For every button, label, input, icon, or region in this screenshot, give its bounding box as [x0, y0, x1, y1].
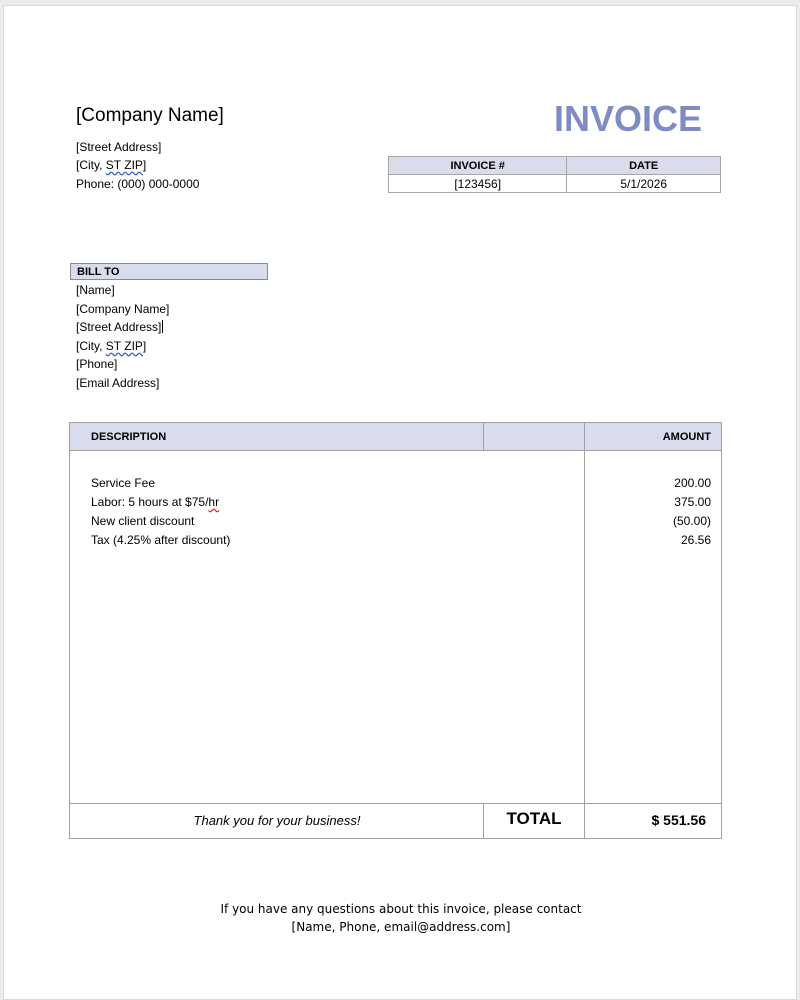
text-cursor: [162, 320, 163, 333]
footer-contact-details[interactable]: [Name, Phone, email@address.com]: [291, 920, 511, 934]
item-amount[interactable]: (50.00): [672, 514, 711, 528]
item-amount[interactable]: 26.56: [680, 533, 711, 547]
header-divider: [483, 423, 484, 450]
invoice-page: [3, 5, 797, 1000]
item-amount[interactable]: 375.00: [674, 495, 711, 509]
spelling-flagged-word: hr: [208, 495, 220, 509]
invoice-meta-table: [388, 156, 721, 193]
invoice-date-header: DATE: [567, 157, 721, 175]
bill-to-heading: BILL TO: [70, 263, 268, 280]
invoice-number-cell[interactable]: [123456]: [389, 175, 567, 193]
company-phone[interactable]: Phone: (000) 000-0000: [76, 177, 200, 191]
item-description[interactable]: Service Fee: [91, 476, 156, 490]
bill-to-street[interactable]: [76, 320, 163, 334]
bill-to-city-suffix: ]: [142, 339, 147, 353]
bill-to-city-state-zip: ST ZIP: [105, 339, 143, 353]
company-city-prefix: [City,: [76, 158, 106, 172]
company-city-state-zip: ST ZIP: [105, 158, 143, 172]
total-label: TOTAL: [506, 809, 562, 828]
bill-to-company[interactable]: [Company Name]: [76, 302, 170, 316]
total-row-divider: [70, 803, 721, 804]
invoice-title[interactable]: INVOICE: [554, 98, 703, 139]
footer-contact-line[interactable]: If you have any questions about this invoice, please contact: [220, 902, 582, 916]
amount-column-header: AMOUNT: [662, 431, 711, 443]
bill-to-phone[interactable]: [Phone]: [76, 357, 118, 371]
bill-to-email[interactable]: [Email Address]: [76, 376, 160, 390]
bill-to-name[interactable]: [Name]: [76, 283, 115, 297]
company-name[interactable]: [Company Name]: [76, 105, 224, 126]
description-column-header: DESCRIPTION: [91, 431, 167, 443]
line-items-table: [69, 422, 722, 839]
item-description[interactable]: [91, 495, 219, 509]
company-city-suffix: ]: [142, 158, 147, 172]
item-amount[interactable]: 200.00: [674, 476, 711, 490]
amount-column-divider: [584, 423, 585, 838]
line-items-header: [70, 423, 721, 451]
item-description-text: Labor: 5 hours at $75/: [91, 495, 209, 509]
item-description[interactable]: Tax (4.25% after discount): [91, 533, 231, 547]
total-amount[interactable]: $ 551.56: [651, 812, 706, 828]
bill-to-street-text: [Street Address]: [76, 320, 162, 334]
bill-to-city-prefix: [City,: [76, 339, 106, 353]
company-street[interactable]: [Street Address]: [76, 140, 162, 154]
bill-to-city-line[interactable]: [76, 339, 146, 353]
thank-you-note[interactable]: Thank you for your business!: [193, 813, 361, 828]
item-description[interactable]: New client discount: [91, 514, 195, 528]
invoice-date-cell[interactable]: 5/1/2026: [567, 175, 721, 193]
company-city-line[interactable]: [76, 158, 146, 172]
invoice-number-header: INVOICE #: [389, 157, 567, 175]
